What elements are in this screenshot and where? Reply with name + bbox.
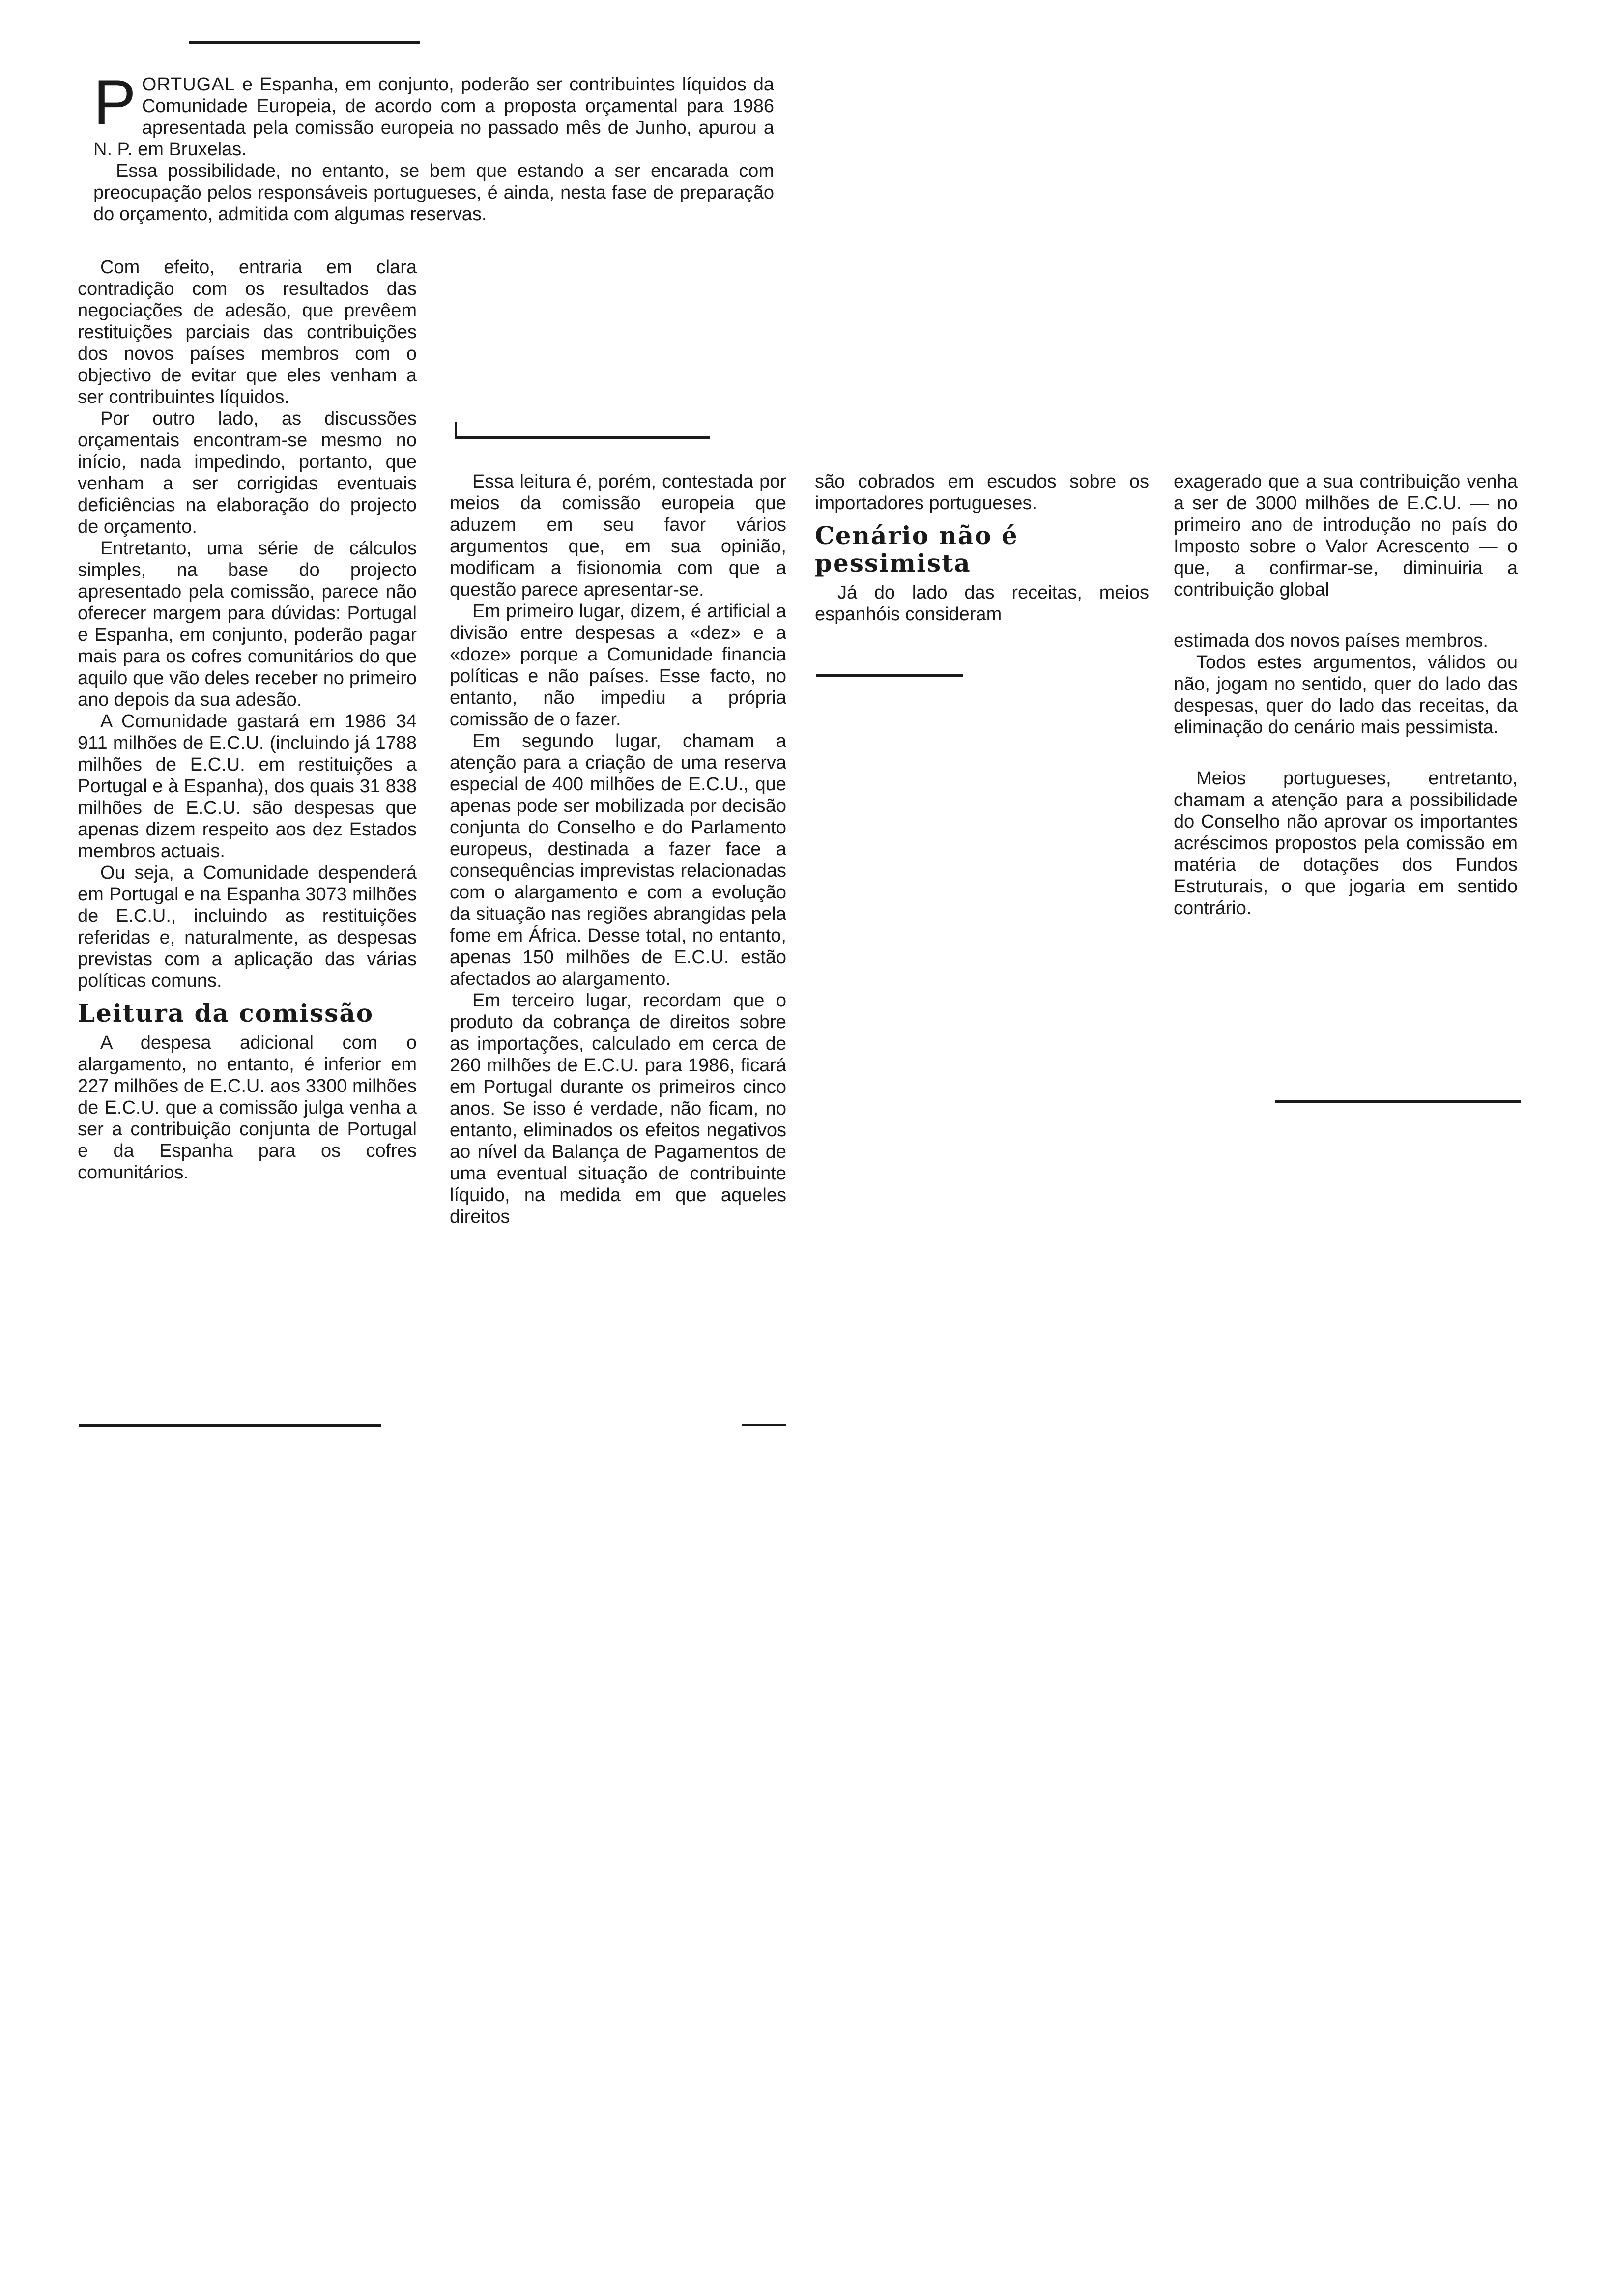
column-4 xyxy=(1174,471,1518,919)
drop-cap: P xyxy=(93,66,136,138)
article-paragraph: estimada dos novos países membros. xyxy=(1174,631,1488,651)
column-3 xyxy=(815,471,1149,625)
lead-caps: ORTUGAL xyxy=(142,74,235,95)
gap xyxy=(1174,738,1518,768)
article-paragraph: Em primeiro lugar, dizem, é artificial a divisão entre despesas a «dez» e a «doze» porque a Comunidade financia políticas e não países. Esse facto, no entanto, não impediu a própria comissão de o fazer. xyxy=(450,601,786,730)
col1-bottom-rule xyxy=(79,1424,381,1427)
lead-paragraph: Essa possibilidade, no entanto, se bem que estando a ser encarada com preocupação pelos responsáveis portugueses, é ainda, nesta fase de preparação do orçamento, admitida com algumas reservas. xyxy=(93,161,774,225)
article-paragraph: Ou seja, a Comunidade despenderá em Portugal e na Espanha 3073 milhões de E.C.U., incluindo as restituições referidas e, naturalmente, as despesas previstas com a aplicação das várias políticas comuns. xyxy=(78,862,417,991)
lead-text xyxy=(93,66,774,225)
subheading: Cenário não é pessimista xyxy=(815,521,1018,577)
article-paragraph: Essa leitura é, porém, contestada por meios da comissão europeia que aduzem em seu favor vários argumentos que, em sua opinião, modificam a fisionomia com que a questão parece apresentar-se. xyxy=(450,471,786,600)
col3-bottom-rule xyxy=(816,674,963,677)
column-1 xyxy=(78,257,417,1183)
article-paragraph: A despesa adicional com o alargamento, no entanto, é inferior em 227 milhões de E.C.U. aos 3300 milhões de E.C.U. que a comissão julga venha a ser a contribuição conjunta de Portugal e da Espanha para os cofres comunitários. xyxy=(78,1033,417,1183)
top-rule xyxy=(189,41,420,44)
article-paragraph: exagerado que a sua contribuição venha a ser de 3000 milhões de E.C.U. — no primeiro ano de introdução no país do Imposto sobre o Valor Acrescento — o que, a confirmar-se, diminuiria a contribuição global xyxy=(1174,471,1518,600)
article-paragraph: Já do lado das receitas, meios espanhóis consideram xyxy=(815,582,1149,625)
article-paragraph: Com efeito, entraria em clara contradição com os resultados das negociações de adesão, que prevêem restituições parciais das contribuições dos novos países membros com o objectivo de evitar que eles venham a ser contribuintes líquidos. xyxy=(78,257,417,407)
column-2 xyxy=(450,471,786,1228)
article-paragraph: Meios portugueses, entretanto, chamam a atenção para a possibilidade do Conselho não aprovar os importantes acréscimos propostos pela comissão em matéria de dotações dos Fundos Estruturais, o que jogaria em sentido contrário. xyxy=(1174,768,1518,918)
col4-bottom-rule xyxy=(1275,1100,1521,1103)
article-paragraph: Entretanto, uma série de cálculos simples, na base do projecto apresentado pela comissão, parece não oferecer margem para dúvidas: Portugal e Espanha, em conjunto, poderão pagar mais para os cofres comunitários do que aquilo que vão deles receber no primeiro ano depois da sua adesão. xyxy=(78,538,417,710)
article-paragraph: Em terceiro lugar, recordam que o produto da cobrança de direitos sobre as importações, calculado em cerca de 260 milhões de E.C.U. para 1986, ficará em Portugal durante os primeiros cinco anos. Se isso é verdade, não ficam, no entanto, eliminados os efeitos negativos ao nível da Balança de Pagamentos de uma eventual situação de contribuinte líquido, na medida em que aqueles direitos xyxy=(450,990,786,1227)
col2-top-rule xyxy=(455,436,710,439)
article-paragraph: são cobrados em escudos sobre os importadores portugueses. xyxy=(815,471,1149,514)
lead-paragraph-text: e Espanha, em conjunto, poderão ser contribuintes líquidos da Comunidade Europeia, de acordo com a proposta orçamental para 1986 apresentada pela comissão europeia no passado mês de Junho, apurou a N. P. em Bruxelas. xyxy=(93,74,774,160)
col2-top-rule-tick xyxy=(455,422,457,438)
article-paragraph: Em segundo lugar, chamam a atenção para a criação de uma reserva especial de 400 milhões de E.C.U., que apenas pode ser mobilizada por decisão conjunta do Conselho e do Parlamento europeus, destinada a fazer face a consequências imprevistas relacionadas com o alargamento e com a evolução da situação nas regiões abrangidas pela fome em África. Desse total, no entanto, apenas 150 milhões de E.C.U. estão afectados ao alargamento. xyxy=(450,731,786,989)
subheading: Leitura da comissão xyxy=(78,999,374,1028)
col2-bottom-rule xyxy=(742,1424,786,1426)
article-paragraph: A Comunidade gastará em 1986 34 911 milhões de E.C.U. (incluindo já 1788 milhões de E.C.U. em restituições a Portugal e à Espanha), dos quais 31 838 milhões de E.C.U. são despesas que apenas dizem respeito aos dez Estados membros actuais. xyxy=(78,711,417,861)
gap xyxy=(1174,601,1518,630)
lead-paragraph xyxy=(93,66,774,160)
article-paragraph: Por outro lado, as discussões orçamentais encontram-se mesmo no início, nada impedindo, portanto, que venham a ser corrigidas eventuais deficiências na elaboração do projecto de orçamento. xyxy=(78,408,417,537)
article-paragraph: Todos estes argumentos, válidos ou não, jogam no sentido, quer do lado das despesas, quer do lado das receitas, da eliminação do cenário mais pessimista. xyxy=(1174,652,1518,738)
